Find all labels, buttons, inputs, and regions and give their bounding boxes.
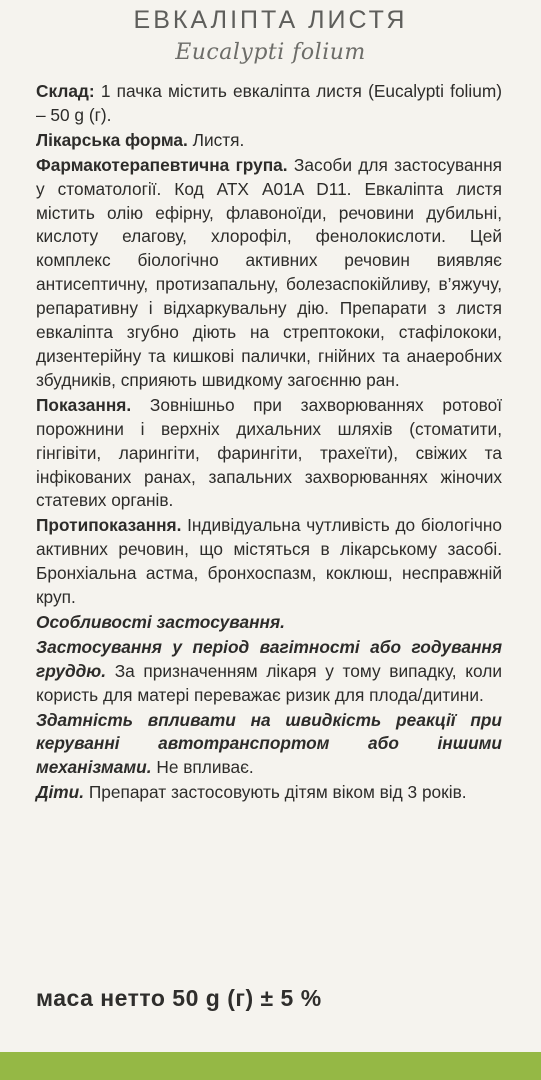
pregnancy-paragraph [36,636,502,708]
contraindications-label: Протипоказання. [36,515,182,536]
pregnancy-text: За призначенням лікаря у тому випадку, коли користь для матері переважає ризик для плода/дитини. [36,660,502,705]
indications-paragraph [36,394,502,514]
driving-text: Не впливає. [151,757,254,778]
children-label: Діти. [36,782,85,803]
special-label: Особливості застосування. [36,611,285,632]
children-paragraph [36,781,502,805]
driving-label: Здатність впливати на швидкість реакції при керуванні автотранспортом або іншими механізмами. [36,709,502,778]
form-label: Лікарська форма. [36,129,188,150]
pharmacotherapeutic-text: Засоби для застосування у стоматології. Код АТХ A01A D11. Евкаліпта листя містить олію ефірну, флавоноїди, речовини дубильні, кислоту елагову, хлорофіл, фенолокислоти. Цей комплекс біологічно активних речовин виявляє антисептичну, протизапальну, болезаспокійливу, в’яжучу, репаративну і відхаркувальну дію. Препарати з листя евкаліпта згубно діють на стрептококи, стафілококи, дизентерійну та кишкові палички, гнійних та анаеробних збудників, сприяють швидкому загоєнню ран. [36,154,503,390]
net-weight: маса нетто 50 g (г) ± 5 % [36,985,322,1011]
driving-paragraph [36,709,502,781]
leaflet-text [36,80,502,806]
contraindications-paragraph [36,514,502,610]
indications-text: Зовнішньо при захворюваннях ротової порожнини і верхніх дихальних шляхів (стоматити, гінгівіти, ларингіти, фарингіти, трахеїти), свіжих та інфікованих ранах, запальних захворюваннях жіночих статевих органів. [36,394,502,511]
form-text: Листя. [187,129,245,150]
composition-text: 1 пачка містить евкаліпта листя (Eucalypti folium) – 50 g (г). [36,81,502,125]
pharmacotherapeutic-label: Фармакотерапевтична група. [36,154,288,175]
indications-label: Показання. [36,394,132,415]
children-text: Препарат застосовують дітям віком від 3 років. [84,782,467,803]
pharmacotherapeutic-paragraph [36,154,502,393]
product-title: ЕВКАЛІПТА ЛИСТЯ [133,6,408,34]
product-latin-name: Eucalypti folium [175,40,366,65]
green-stripe [0,1052,541,1080]
special-heading [36,611,502,635]
pregnancy-label: Застосування у період вагітності або годування груддю. [36,636,502,681]
composition-label: Склад: [36,81,95,101]
composition-paragraph [36,80,502,128]
contraindications-text: Індивідуальна чутливість до біологічно активних речовин, що містяться в лікарському засобі. Бронхіальна астма, бронхоспазм, коклюш, несправжній круп. [36,515,502,608]
form-paragraph [36,129,502,153]
